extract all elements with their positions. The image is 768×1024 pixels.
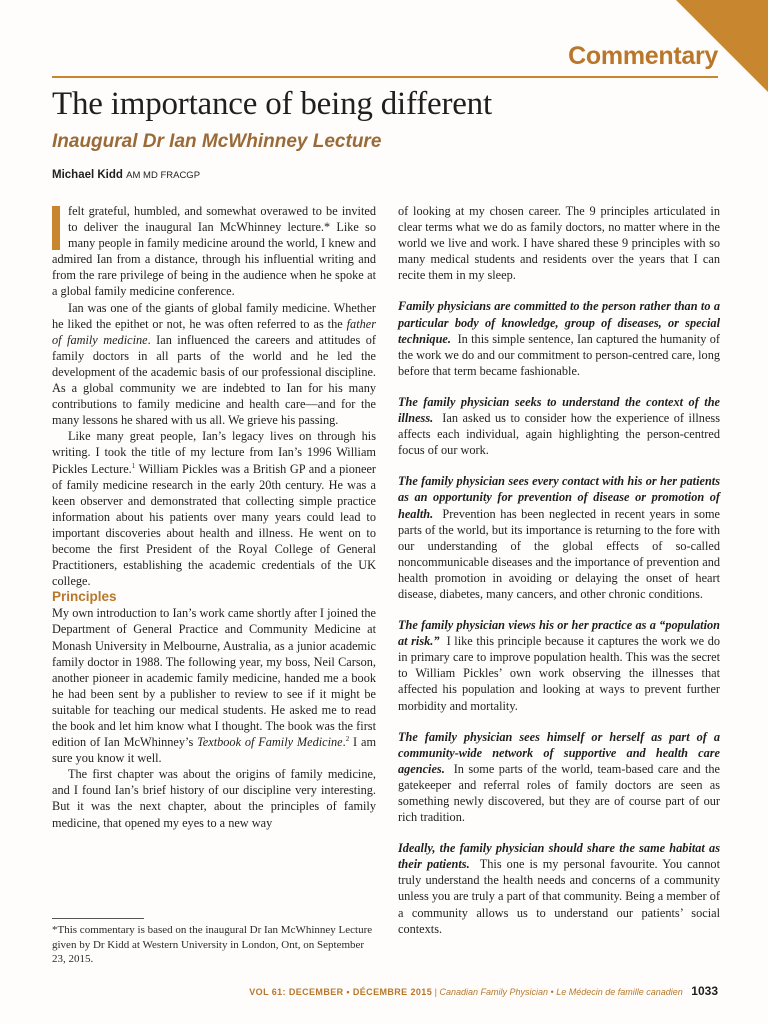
article-subtitle: Inaugural Dr Ian McWhinney Lecture (52, 131, 382, 152)
author-credentials: AM MD FRACGP (126, 170, 201, 181)
section-heading: Principles (52, 589, 117, 605)
footnote-rule (52, 918, 144, 919)
drop-cap-bar (52, 206, 60, 250)
reference-marker: 1 (131, 461, 136, 470)
principle-3: The family physician sees every contact with his or her patients as an opportunity for prevention of disease or promotion of health. Prevention has been neglected in recent years in some parts of the world, but its importance is returning to the fore with our understanding of the global effects of so-called noncommunicable diseases and the importance of prevention and health promotion in avoiding or delaying the onset of heart disease, diabetes, many cancers, and other chronic conditions. (398, 474, 720, 601)
header-rule (52, 76, 718, 78)
paragraph: The first chapter was about the origins of family medicine, and I found Ian’s brief history of our discipline very interesting. But it was the next chapter, about the principles of family medicine, that opened my eyes to a new way (52, 767, 376, 830)
footer-separator: | (434, 987, 437, 997)
right-column (398, 203, 720, 937)
principle-1: Family physicians are committed to the person rather than to a particular body of knowledge, group of diseases, or special technique. In this simple sentence, Ian captured the humanity of the work we do and our commitment to person-centred care, long before that term became fashionable. (398, 299, 721, 378)
left-column (52, 203, 376, 831)
author-byline (52, 169, 200, 181)
reference-marker: 2 (345, 735, 350, 743)
footer-journal: Canadian Family Physician • Le Médecin de famille canadien (439, 987, 683, 997)
footer-volume: VOL 61: DECEMBER • DÉCEMBRE 2015 (249, 987, 433, 997)
page-footer (249, 984, 718, 998)
article-title: The importance of being different (52, 86, 492, 122)
page-number: 1033 (691, 984, 718, 998)
principle-5: The family physician sees himself or herself as part of a community-wide network of supportive and health care agencies. In some parts of the world, team-based care and the gatekeeper and referral roles of family doctors are seen as something newly discovered, but they are of course part of our rich tradition. (398, 729, 720, 825)
footnote: *This commentary is based on the inaugural Dr Ian McWhinney Lecture given by Dr Kidd at Western University in London, Ont, on September 23, 2015. (52, 924, 373, 965)
section-label: Commentary (568, 42, 718, 70)
paragraph: My own introduction to Ian’s work came shortly after I joined the Department of General Practice and Community Medicine at Monash University in Melbourne, Australia, as a junior academic family doctor in 1988. The following year, my boss, Neil Carson, another pioneer in academic family medicine, handed me a book he had been sent by a publisher to review to see if it might be suitable for teaching our medical students. He asked me to read the book and let him know what I thought. The book was the first edition of Ian McWhinney’s Textbook of Family Medicine.$^2$ I am sure you know it well. (52, 606, 377, 766)
principle-2: The family physician seeks to understand the context of the illness. Ian asked us to consider how the experience of illness affects each individual, again highlighting the person-centred focus of our work. (398, 394, 720, 458)
author-name: Michael Kidd (52, 169, 123, 181)
paragraph-intro: felt grateful, humbled, and somewhat overawed to be invited to deliver the inaugural Ian McWhinney lecture.* Like so many people in family medicine around the world, I knew and admired Ian from a distance, through his influential writing and from the rare privilege of being in the audience when he spoke at a global family medicine conference. (52, 204, 376, 299)
paragraph: of looking at my chosen career. The 9 principles articulated in clear terms what we do as family doctors, no matter where in the world we live and work. I have shared these 9 principles with so many medical students and residents over the years that I can recite them in my sleep. (398, 204, 720, 283)
principle-4: The family physician views his or her practice as a “population at risk.” I like this principle because it captures the work we do in primary care to improve population health. This was the secret to William Pickles’ own work observing the illnesses that affected his population and looking at ways to prevent further morbidity and mortality. (398, 618, 720, 713)
paragraph: Like many great people, Ian’s legacy lives on through his writing. I took the title of my lecture from Ian’s 1996 William Pickles Lecture.$^1$ William Pickles was a British GP and a pioneer of family medicine research in the early 20th century. He was a keen observer and demonstrated that collecting simple practice information about his patients over many years could lead to important discoveries about health and illness. He went on to become the first President of the Royal College of General Practitioners, establishing the academic credentials of the UK college. (52, 429, 376, 589)
paragraph: Ian was one of the giants of global family medicine. Whether he liked the epithet or not, he was often referred to as the father of family medicine. Ian influenced the careers and attitudes of family doctors in all parts of the world and he led the development of the academic basis of our professional discipline. As a global community we are indebted to Ian for his many contributions to family medicine and health care—and for the many lessons he shared with us all. We grieve his passing. (52, 300, 376, 428)
principle-6: Ideally, the family physician should share the same habitat as their patients. This one is my personal favourite. You cannot truly understand the health needs and concerns of a community unless you are truly a part of that community. Being a member of a community allows us to understand our patients’ social contexts. (398, 841, 720, 936)
